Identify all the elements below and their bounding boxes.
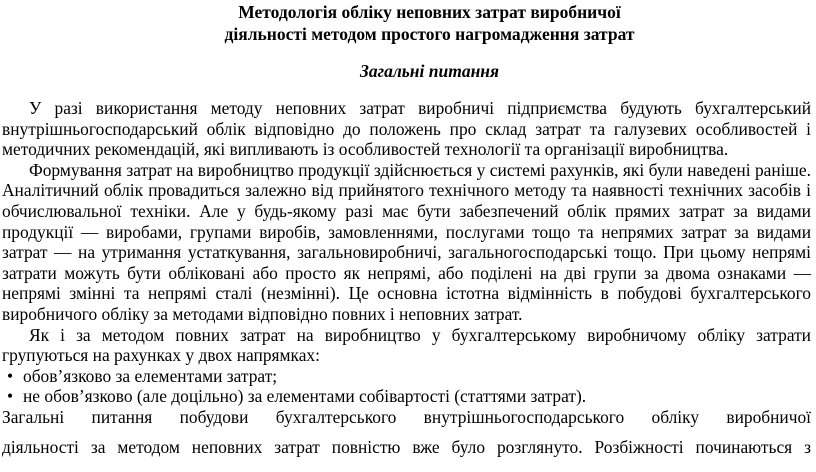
paragraph-1: У разі використання методу неповних затрат виробничі підприємства будують бухгалтерський внутрішньогосподарський облік відповідно до положень про склад затрат та галузевих особливостей і методичних рекомендацій, які випливають із особливостей технології та організації виробництва. <box>2 98 811 160</box>
paragraph-3: Як і за методом повних затрат на виробництво у бухгалтерському виробничому обліку затрати групуються на рахунках у двох напрямках: <box>2 324 811 366</box>
list-item <box>6 386 811 407</box>
bullet-icon: • <box>7 365 14 386</box>
section-subtitle: Загальні питання <box>359 61 500 81</box>
paragraph-2: Формування затрат на виробництво продукції здійснюється у системі рахунків, які були наведені раніше. Аналітичний облік провадиться залежно від прийнятого технічного методу та наявності технічних засобів і обчислювальної техніки. Але у будь-якому разі має бути забезпечений облік прямих затрат за видами продукції — виробами, групами виробів, замовленнями, послугами тощо та непрямих затрат за видами затрат — на утримання устаткування, загальновиробничі, загальногосподарські тощо. При цьому непрямі затрати можуть бути обліковані або просто як непрямі, або поділені на дві групи за двома ознаками — непрямі змінні та непрямі сталі (незмінні). Це основна істотна відмінність в побудові бухгалтерського виробничого обліку за методами відповідно повних і неповних затрат. <box>2 159 811 324</box>
list-item <box>6 366 811 387</box>
list-item-text: обов’язково за елементами затрат; <box>23 365 278 386</box>
bullet-icon: • <box>7 386 14 407</box>
page-title <box>48 1 811 45</box>
title-line-2: діяльності методом простого нагромадження затрат <box>224 24 635 44</box>
document-body <box>2 98 811 457</box>
title-line-1: Методологія обліку неповних затрат виробничої <box>238 2 621 22</box>
closing-line-2: діяльності за методом неповних затрат повністю вже було розглянуто. Розбіжності починаються з <box>2 436 811 457</box>
bullet-list <box>2 366 811 407</box>
closing-line-1: Загальні питання побудови бухгалтерського внутрішньогосподарського обліку виробничої <box>2 406 811 427</box>
list-item-text: не обов’язково (але доцільно) за елементами собівартості (статтями затрат). <box>23 386 587 407</box>
